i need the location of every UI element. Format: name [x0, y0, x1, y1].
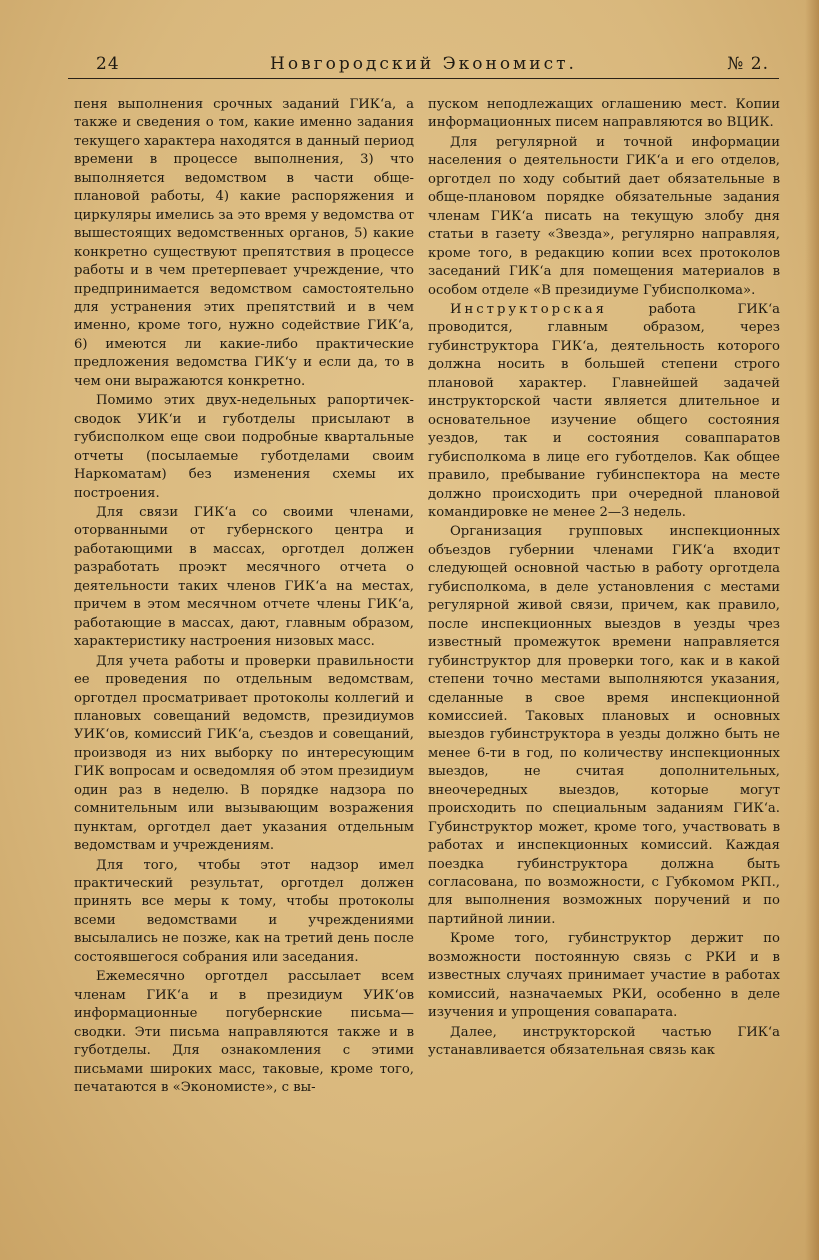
running-header [68, 50, 779, 80]
paragraph: Для регулярной и точной информации населения о деятельности ГИК‘а и его отделов, орготдел по ходу событий дает обязательные в обще-плановом порядке обязательные задания членам ГИК‘а писать на текущую злобу дня статьи в газету «Звезда», регулярно направляя, кроме того, в редакцию копии всех протоколов заседаний ГИК‘а для помещения материалов в особом отделе «В президиуме Губисполкома». [428, 134, 780, 298]
paragraph: Кроме того, губинструктор держит по возможности постоянную связь с РКИ и в известных случаях принимает участие в работах комиссий, назначаемых РКИ, особенно в деле изучения и упрощения совапарата. [428, 931, 780, 1021]
right-column [428, 96, 780, 1061]
paragraph: Далее, инструкторской частью ГИК‘а устанавливается обязательная связь как [428, 1024, 780, 1059]
left-column [74, 96, 414, 1097]
paragraph: Организация групповых инспекционных объездов губернии членами ГИК‘а входит следующей основной частью в работу орготдела губисполкома, в деле установления с местами регулярной живой связи, причем, как правило, после инспекционных выездов в уезды чрез известный промежуток времени направляется губинструктор для проверки того, как и в какой степени точно местами выполняются указания, сделанные в свое время инспекционной комиссией. Таковых плановых и основных выездов губинструктора в уезды должно быть не менее 6-ти в год, по количеству инспекционных выездов, не считая дополнительных, внеочередных выездов, которые могут происходить по специальным заданиям ГИК‘а. Губинструктор может, кроме того, участвовать в работах и инспекционных комиссий. Каждая поездка губинструктора должна быть согласована, по возможности, с Губкомом РКП., для выполнения возможных поручений и по партийной линии. [428, 524, 780, 927]
page-number: 24 [96, 54, 120, 74]
journal-title: Новгородский Экономист. [270, 54, 577, 74]
paragraph: пеня выполнения срочных заданий ГИК‘а, а также и сведения о том, какие именно задания текущего характера находятся в данный период времени в процессе выполнения, 3) что выполняется ведомством в части обще-плановой работы, 4) какие распоряжения и циркуляры имелись за это время у ведомства от вышестоящих ведомственных органов, 5) какие конкретно существуют препятствия в процессе работы и в чем претерпевает учреждение, что предпринимается ведомством самостоятельно для устранения этих препятствий и в чем именно, кроме того, нужно содействие ГИК‘а, 6) имеются ли какие-либо практические предложения ведомства ГИК‘у и если да, то в чем они выражаются конкретно. [74, 97, 414, 389]
spaced-word: Инструкторская [450, 301, 607, 317]
paragraph: Для учета работы и проверки правильности ее проведения по отдельным ведомствам, орготдел просматривает протоколы коллегий и плановых совещаний ведомств, президиумов УИК‘ов, комиссий ГИК‘а, съездов и совещаний, производя из них выборку по интересующим ГИК вопросам и осведомляя об этом президиум один раз в неделю. В порядке надзора по сомнительным или вызывающим возражения пунктам, орготдел дает указания отдельным ведомствам и учреждениям. [74, 653, 414, 854]
header-rule [68, 78, 779, 79]
paragraph: Помимо этих двух-недельных рапортичек-сводок УИК‘и и губотделы присылают в губисполком еще свои подробные квартальные отчеты (посылаемые губотделами своим Наркоматам) без изменения схемы их построения. [74, 393, 414, 501]
paragraph: Ежемесячно орготдел рассылает всем членам ГИК‘а и в президиум УИК‘ов информационные погубернские письма—сводки. Эти письма направляются также и в губотделы. Для ознакомления с этими письмами широких масс, таковые, кроме того, печатаются в «Экономисте», с вы- [74, 969, 414, 1096]
paragraph: Для того, чтобы этот надзор имел практический результат, орготдел должен принять все меры к тому, чтобы протоколы всеми ведомствами и учреждениями высылались не позже, как на третий день после состоявшегося собрания или заседания. [74, 857, 414, 965]
issue-number: № 2. [727, 54, 769, 74]
paragraph: Для связи ГИК‘а со своими членами, оторванными от губернского центра и работающими в массах, орготдел должен разработать проэкт месячного отчета о деятельности таких членов ГИК‘а на местах, причем в этом месячном отчете члены ГИК‘а, работающие в массах, дают, главным образом, характеристику настроения низовых масс. [74, 504, 414, 650]
paragraph: пуском неподлежащих оглашению мест. Копии информационных писем направляются во ВЦИК. [428, 97, 780, 131]
paragraph-instructor-work: Инструкторская работа ГИК‘а проводится, главным образом, через губинструктора ГИК‘а, деятельность которого должна носить в большей степени строго плановой характер. Главнейшей задачей инструкторской части является длительное и основательное изучение общего состояния уездов, так и состояния соваппаратов губисполкома в лице его губотделов. Как общее правило, пребывание губинспектора на месте должно происходить при очередной плановой командировке не менее 2—3 недель. [428, 301, 780, 520]
page-edge-shadow [805, 0, 819, 1260]
